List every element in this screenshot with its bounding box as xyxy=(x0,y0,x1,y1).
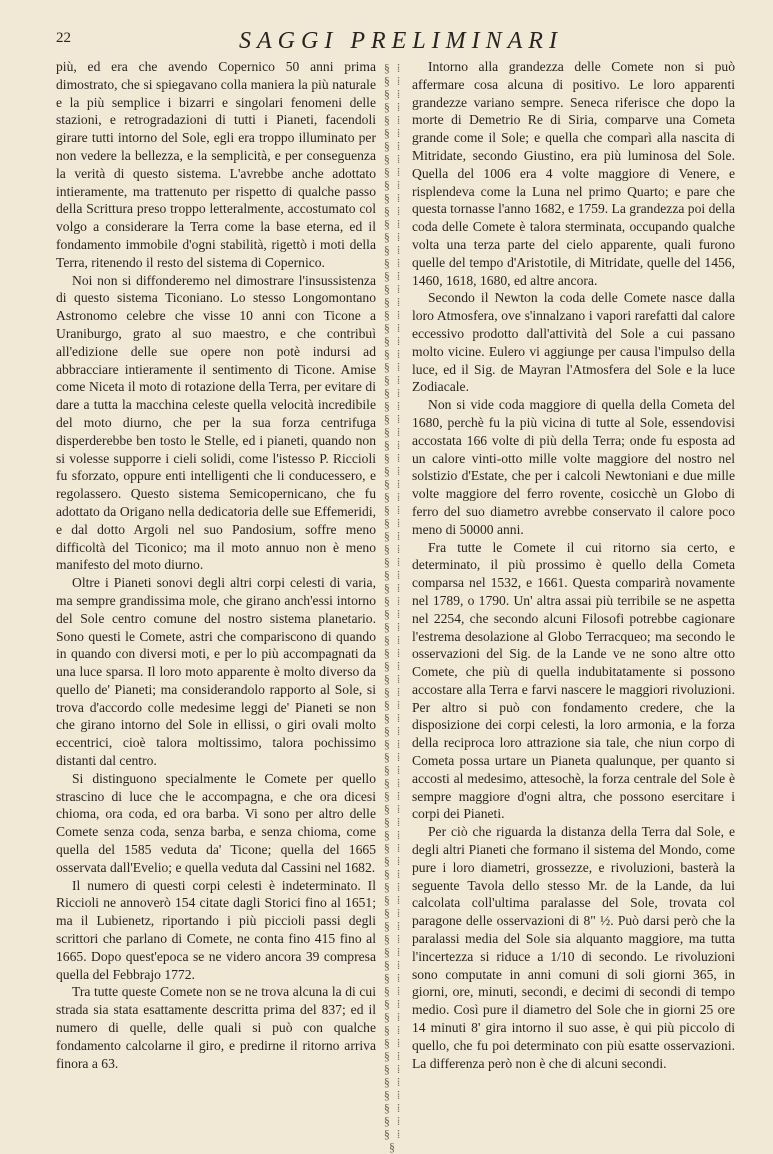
paragraph: Non si vide coda maggiore di quella della Cometa del 1680, perchè fu la più vicina di tutte al Sole, essendovisi accostata 166 volte di più della Terra; onde fu esposta ad un calore vinti-otto mille volte maggiore del nostro nel solstizio d'Estate, che per i calcoli Newtoniani e due mille volte maggiore del ferro rovente, cosicchè un Globo di ferro del suo diametro avrebbe conservato il calore poco meno di 50000 anni. xyxy=(412,397,735,537)
column-divider-ornament: § ⁞ § ⁞ § ⁞ § ⁞ § ⁞ § ⁞ § ⁞ § ⁞ § ⁞ § ⁞ § ⁞ § ⁞ § ⁞ § ⁞ § ⁞ § ⁞ § ⁞ § ⁞ § ⁞ § ⁞ § ⁞ § ⁞ § ⁞ § ⁞ § ⁞ § ⁞ § ⁞ § ⁞ § ⁞ § ⁞ § ⁞ § ⁞ § ⁞ § ⁞ § ⁞ § ⁞ § ⁞ § ⁞ § ⁞ § ⁞ § ⁞ § ⁞ § ⁞ § ⁞ § ⁞ § ⁞ § ⁞ § ⁞ § ⁞ § ⁞ § ⁞ § ⁞ § ⁞ § ⁞ § ⁞ § ⁞ § ⁞ § ⁞ § ⁞ § ⁞ § ⁞ § ⁞ § ⁞ § ⁞ § ⁞ § ⁞ § ⁞ § ⁞ § ⁞ § ⁞ § ⁞ § ⁞ § ⁞ § ⁞ § ⁞ § ⁞ § ⁞ § ⁞ § ⁞ § ⁞ § ⁞ § ⁞ § ⁞ § xyxy=(383,61,403,1154)
page-header xyxy=(56,28,746,56)
paragraph: Oltre i Pianeti sonovi degli altri corpi celesti di varia, ma sempre grandissima mole, che girano anch'essi intorno del Sole centro comune del nostro sistema planetario. Sono questi le Comete, astri che compariscono di quando in quando con diversi moti, e per lo più accompagnati da una luce sparsa. Il loro moto apparente è molto diverso da quello de' Pianeti; ma considerandolo rapporto al Sole, si trova d'accordo colle medesime leggi de' Pianeti se non che girano intorno del Sole in ellissi, o giri ovali molto eccentrici, cioè talora moltissimo, talora pochissimo distanti dal centro. xyxy=(56,575,376,769)
paragraph: Il numero di questi corpi celesti è indeterminato. Il Riccioli ne annoverò 154 citate dagli Storici fino al 1651; ma il Lubienetz, riportando i più piccioli passi degli scrittori che parlano di Comete, ne conta fino 415 fino al 1665. Dopo quest'epoca se ne videro ancora 39 compresa quella del Febbrajo 1772. xyxy=(56,877,376,982)
paragraph: Intorno alla grandezza delle Comete non si può affermare cosa alcuna di positivo. Le loro apparenti grandezze variano sempre. Seneca riferisce che dopo la morte di Demetrio Re di Siria, comparve una Cometa grande come il Sole; e quella che comparì alla nascita di Mitridate, secondo Giustino, era più luminosa del Sole. Quella del 1006 era 4 volte maggiore di Venere, e risplendeva come la Luna nel primo Quarto; e pare che questa tornasse l'anno 1682, e 1759. La grandezza poi della coda delle Comete è talora sterminata, occupando qualche volta una terza parte del cielo apparente, quali furono quelle del tempo d'Aristotile, di Mitridate, quelle del 1456, 1460, 1618, 1680, ed altre ancora. xyxy=(412,59,735,288)
paragraph: Si distinguono specialmente le Comete per quello strascino di luce che le accompagna, e che ora dicesi chioma, ora coda, ed ora barba. Vi sono per altro delle Comete senza coda, senza barba, e senza chioma, come quella del 1585 veduta da' Ticone; quella del 1665 osservata dall'Evelio; e quella veduta dal Cassini nel 1682. xyxy=(56,770,376,875)
paragraph: Noi non si diffonderemo nel dimostrare l'insussistenza di questo sistema Ticoniano. Lo stesso Longomontano Astronomo celebre che visse 10 anni con Ticone a Uraniburgo, grato al suo maestro, e che contribuì all'edizione delle sue opere non potè indursi ad abbracciare intieramente il sentimento di Ticone. Amise come Niceta il moto di rotazione della Terra, per evitare di dare a tutta la macchina celeste quella velocità incredibile del moto diurno, che per la sua forza centrifuga disperderebbe ben tosto le Stelle, ed i pianeti, quando non si volesse supporre i cieli solidi, come l'istesso P. Riccioli fu sforzato, oppure enti intelligenti che li conducessero, e regolassero. Questo sistema Semicopernicano, che fu adottato da Origano nella dedicatoria delle sue Effemeridi, e dal dotto Argoli nel suo Pandosium, soffre meno difficoltà del Ticonico; ma il moto annuo non è meno manifesto del moto diurno. xyxy=(56,272,376,573)
paragraph: più, ed era che avendo Copernico 50 anni prima dimostrato, che si spiegavano colla maniera la più naturale e la più semplice i bizarri e singolari fenomeni delle stazioni, e retrogradazioni di tutti i Pianeti, facendoli girare tutti intorno del Sole, egli era troppo illuminato per non vedere la bellezza, e la semplicità, e per conseguenza la verità di questo sistema. L'avrebbe anche adottato intieramente, ma trattenuto per rispetto di qualche passo della Scrittura preso troppo letteralmente, accostumato col volgo a considerare la Terra come la base eterna, ed il fondamento immobile d'ogni stabilità, rigettò i moti della Terra, ritenendo il resto del sistema di Copernico. xyxy=(56,59,376,270)
paragraph: Secondo il Newton la coda delle Comete nasce dalla loro Atmosfera, ove s'innalzano i vapori rarefatti dal calore eccessivo prodotto dall'attività del Sole a cui passano molto vicine. Eulero vi aggiunge per causa l'impulso della luce, ed il Sig. de Mayran l'Atmosfera del Sole e la luce Zodiacale. xyxy=(412,290,735,395)
right-column xyxy=(412,58,735,1072)
running-title: SAGGI PRELIMINARI xyxy=(239,28,563,54)
paragraph: Tra tutte queste Comete non se ne trova alcuna la di cui strada sia stata esattamente descritta prima del 837; ed il numero di quelle, delle quali si può con qualche fondamento calcolarne il giro, e predirne il ritorno arriva finora a 63. xyxy=(56,984,376,1071)
paragraph: Per ciò che riguarda la distanza della Terra dal Sole, e degli altri Pianeti che formano il sistema del Mondo, come pure i loro diametri, grossezze, e rivoluzioni, basterà la seguente Tavola dello stesso Mr. de la Lande, da lui calcolata coll'ultima paralasse del Sole, trovata col paragone delle osservazioni di 8" ½. Può darsi però che la paralassi media del Sole sia alquanto maggiore, ma tutta l'incertezza si riduce a 1/10 di secondo. Le rivoluzioni sono computate in anni comuni di soli giorni 365, in giorni, ore, minuti, secondi, e decimi di secondi di tempo medio. Così pure il diametro del Sole che in giorni 25 ore 14 minuti 8' gira intorno il suo asse, è qui più piccolo di quello, che fu poi determinato con più esatte osservazioni. La differenza però non è che di alcuni secondi. xyxy=(412,824,735,1071)
page-number: 22 xyxy=(56,30,71,46)
paragraph: Fra tutte le Comete il cui ritorno sia certo, e determinato, il più prossimo è quello della Cometa comparsa nel 1532, e 1661. Questa comparirà novamente nel 1789, o 1790. Un' altra assai più terribile se ne aspetta nel 2254, che secondo alcuni Filosofi potrebbe cagionare l'estrema desolazione al Globo Terracqueo; ma secondo le osservazioni del Sig. de la Lande ve ne sono altre otto Comete, che più di quella indubitatamente si possono accostare alla Terra e farvi nascere le maggiori rivoluzioni. Per altro si può con fondamento credere, che la disposizione dei corpi celesti, la loro armonia, e la forza della reciproca loro attrazione sia tale, che niun corpo di Cometa possa urtare un Pianeta qualunque, per quanto si accosti al medesimo, attesochè, la forza centrale del Sole è sempre maggiore d'ogni altra, che possono esercitare i corpi dei Pianeti. xyxy=(412,539,735,822)
left-column xyxy=(56,58,376,1072)
